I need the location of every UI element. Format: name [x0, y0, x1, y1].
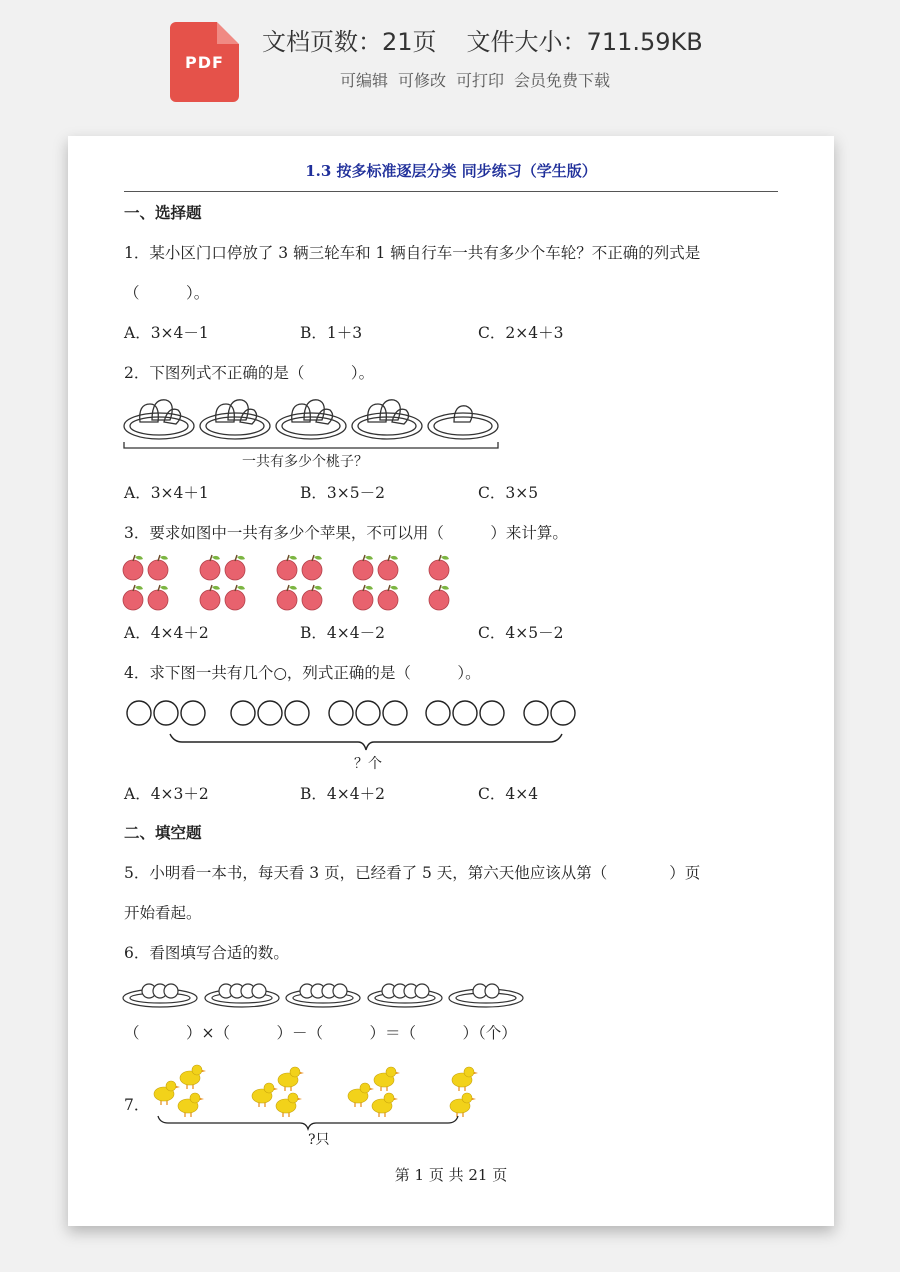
- question-5-text: 5．小明看一本书，每天看 3 页，已经看了 5 天，第六天他应该从第（ ）页: [124, 864, 701, 882]
- question-2-option-b: B．3×5－2: [300, 484, 385, 502]
- question-4-option-c: C．4×4: [478, 785, 539, 803]
- question-2-text: 2．下图列式不正确的是（ ）。: [124, 364, 375, 382]
- pdf-file-icon: [170, 22, 239, 102]
- chicks-brace: [158, 1116, 458, 1129]
- plate-3: [276, 400, 346, 439]
- question-3-option-a: A．4×4＋2: [124, 624, 209, 642]
- question-4-option-b: B．4×4＋2: [300, 785, 385, 803]
- file-size: 文件大小：711.59KB: [466, 28, 703, 56]
- apple-plate-3: [286, 984, 360, 1007]
- feature-modifiable: 可修改: [398, 71, 447, 90]
- circles-brace: [170, 734, 562, 750]
- question-3-option-b: B．4×4－2: [300, 624, 385, 642]
- apples-figure: [122, 552, 462, 614]
- question-3-text: 3．要求如图中一共有多少个苹果，不可以用（ ）来计算。: [124, 524, 568, 542]
- question-1-option-c: C．2×4＋3: [478, 324, 564, 342]
- pdf-icon-label: PDF: [185, 53, 224, 72]
- question-6-text: 6．看图填写合适的数。: [124, 944, 289, 962]
- page-footer: 第 1 页 共 21 页: [394, 1166, 508, 1184]
- apple-plates-figure: [122, 974, 532, 1012]
- question-1-option-a: A．3×4－1: [124, 324, 209, 342]
- question-4-text: 4．求下图一共有几个○，列式正确的是（ ）。: [124, 664, 481, 682]
- plate-2: [200, 400, 270, 439]
- question-1-option-b: B．1＋3: [300, 324, 363, 342]
- question-7-number: 7．: [124, 1096, 150, 1114]
- question-3-option-c: C．4×5－2: [478, 624, 564, 642]
- question-2-option-c: C．3×5: [478, 484, 539, 502]
- feature-editable: 可编辑: [340, 71, 389, 90]
- apple-plate-5: [449, 984, 523, 1007]
- apple-plate-4: [368, 984, 442, 1007]
- chicks-caption: ?只: [308, 1132, 330, 1148]
- peach-bracket: [124, 442, 498, 448]
- circles-figure: [126, 698, 578, 758]
- document-title: 1.3 按多标准逐层分类 同步练习（学生版）: [305, 162, 597, 180]
- plate-5: [428, 406, 498, 439]
- plate-1: [124, 400, 194, 439]
- page-count: 文档页数：21页: [262, 28, 437, 56]
- question-5-continuation: 开始看起。: [124, 904, 202, 922]
- circles-caption: ？个: [354, 756, 382, 772]
- plate-4: [352, 400, 422, 439]
- apple-plate-1: [123, 984, 197, 1007]
- question-2-option-a: A．3×4＋1: [124, 484, 209, 502]
- feature-printable: 可打印: [456, 71, 505, 90]
- question-4-option-a: A．4×3＋2: [124, 785, 209, 803]
- question-1-blank: （ ）。: [124, 284, 210, 302]
- question-1-text: 1．某小区门口停放了 3 辆三轮车和 1 辆自行车一共有多少个车轮？不正确的列式是: [124, 244, 701, 262]
- title-divider: [124, 191, 778, 192]
- question-6-blanks: （ ）×（ ）－（ ）＝（ ）（个）: [124, 1024, 517, 1042]
- download-banner: [0, 0, 900, 130]
- section-fill-heading: 二、填空题: [124, 823, 202, 842]
- file-meta: [262, 22, 703, 57]
- section-choice-heading: 一、选择题: [124, 203, 202, 222]
- document-page: [68, 136, 834, 1226]
- peach-caption: 一共有多少个桃子？: [242, 454, 368, 470]
- apple-plate-2: [205, 984, 279, 1007]
- feature-member-download[interactable]: 会员免费下载: [514, 71, 611, 90]
- feature-list: [340, 68, 610, 91]
- chicks-figure: [150, 1058, 482, 1134]
